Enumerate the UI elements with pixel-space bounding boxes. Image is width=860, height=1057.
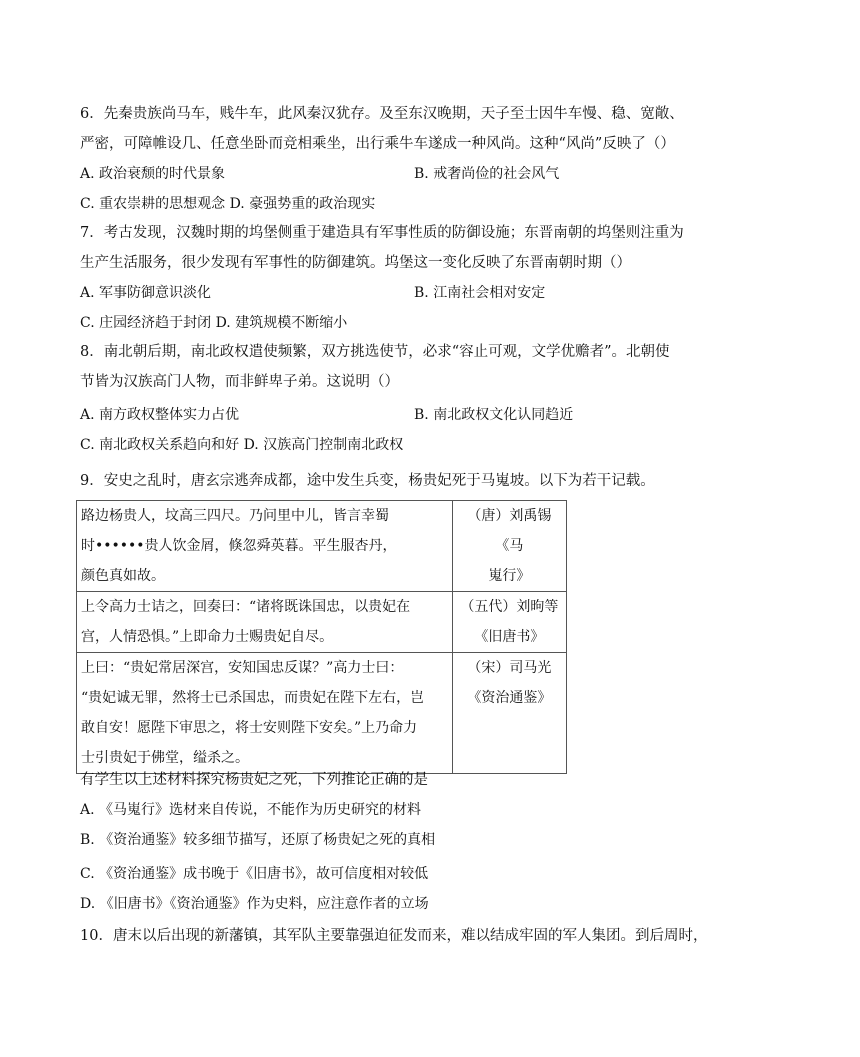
q8-option-b: B. 南北政权文化认同趋近: [414, 407, 574, 423]
source-text-line: 时••••••贵人饮金屑，倏忽舜英暮。平生服杏丹，: [81, 538, 397, 554]
source-text-line: 士引贵妃于佛堂，缢杀之。: [81, 750, 249, 766]
source-text-line: 颜色真如故。: [81, 568, 165, 584]
source-table: [76, 500, 567, 774]
q10-stem-line1: 10．唐末以后出现的新藩镇，其军队主要靠强迫征发而来，难以结成牢固的军人集团。到后周时，: [80, 928, 708, 944]
table-row: [77, 653, 567, 774]
q9-option-c: C. 《资治通鉴》成书晚于《旧唐书》，故可信度相对较低: [80, 866, 429, 882]
q9-option-b: B. 《资治通鉴》较多细节描写，还原了杨贵妃之死的真相: [80, 832, 436, 848]
q7-option-b: B. 江南社会相对安定: [414, 285, 546, 301]
citation-line: 嵬行》: [488, 568, 531, 584]
q6-stem-line2: 严密，可障帷设几、任意坐卧而竞相乘坐，出行乘牛车遂成一种风尚。这种“风尚”反映了（）: [80, 136, 675, 152]
citation-line: 《资治通鉴》: [467, 690, 552, 706]
source-text-line: “贵妃诚无罪，然将士已杀国忠，而贵妃在陛下左右，岂: [81, 690, 425, 706]
q9-option-d: D. 《旧唐书》《资治通鉴》作为史料，应注意作者的立场: [80, 896, 429, 912]
q6-option-a: A. 政治衰颓的时代景象: [80, 166, 226, 182]
q6-stem-line1: 6．先秦贵族尚马车，贱牛车，此风秦汉犹存。及至东汉晚期，天子至士因牛车慢、稳、宽敞、: [80, 106, 684, 122]
q9-question: 有学生以上述材料探究杨贵妃之死，下列推论正确的是: [80, 772, 428, 788]
q7-stem-line2: 生产生活服务，很少发现有军事性的防御建筑。坞堡这一变化反映了东晋南朝时期（）: [80, 255, 631, 271]
source-citation-cell: [452, 592, 566, 653]
source-text-cell: [77, 592, 453, 653]
table-row: [77, 592, 567, 653]
citation-line: （五代）刘昫等: [460, 599, 559, 615]
q7-stem-line1: 7．考古发现，汉魏时期的坞堡侧重于建造具有军事性质的防御设施；东晋南朝的坞堡则注重为: [80, 225, 684, 241]
q6-option-cd: C. 重农崇耕的思想观念 D. 豪强势重的政治现实: [80, 196, 376, 212]
source-text-cell: [77, 653, 453, 774]
source-text-line: 路边杨贵人，坟高三四尺。乃问里中儿，皆言幸蜀: [81, 508, 389, 524]
source-text-cell: [77, 501, 453, 592]
source-text-line: 宫，人情恐惧。”上即命力士赐贵妃自尽。: [81, 629, 334, 645]
citation-line: 《旧唐书》: [474, 629, 545, 645]
q7-option-a: A. 军事防御意识淡化: [80, 285, 212, 301]
q8-option-cd: C. 南北政权关系趋向和好 D. 汉族高门控制南北政权: [80, 437, 404, 453]
source-text-line: 敢自安！愿陛下审思之，将士安则陛下安矣。”上乃命力: [81, 720, 418, 736]
citation-line: （宋）司马光: [467, 660, 552, 676]
citation-line: （唐）刘禹锡《马: [467, 508, 552, 554]
source-text-line: 上曰：“贵妃常居深宫，安知国忠反谋？”高力士曰：: [81, 660, 404, 676]
q9-stem: 9．安史之乱时，唐玄宗逃奔成都，途中发生兵变，杨贵妃死于马嵬坡。以下为若干记载。: [80, 473, 655, 489]
source-text-line: 上令高力士诘之，回奏曰：“诸将既诛国忠，以贵妃在: [81, 599, 411, 615]
table-row: [77, 501, 567, 592]
source-citation-cell: [452, 653, 566, 774]
source-citation-cell: [452, 501, 566, 592]
q8-stem-line2: 节皆为汉族高门人物，而非鲜卑子弟。这说明（）: [80, 374, 399, 390]
q8-option-a: A. 南方政权整体实力占优: [80, 407, 240, 423]
q6-option-b: B. 戒奢尚俭的社会风气: [414, 166, 560, 182]
q8-stem-line1: 8．南北朝后期，南北政权遣使频繁，双方挑选使节，必求“容止可观，文学优赡者”。北朝使: [80, 344, 670, 360]
q9-option-a: A. 《马嵬行》选材来自传说，不能作为历史研究的材料: [80, 802, 422, 818]
q7-option-cd: C. 庄园经济趋于封闭 D. 建筑规模不断缩小: [80, 315, 348, 331]
